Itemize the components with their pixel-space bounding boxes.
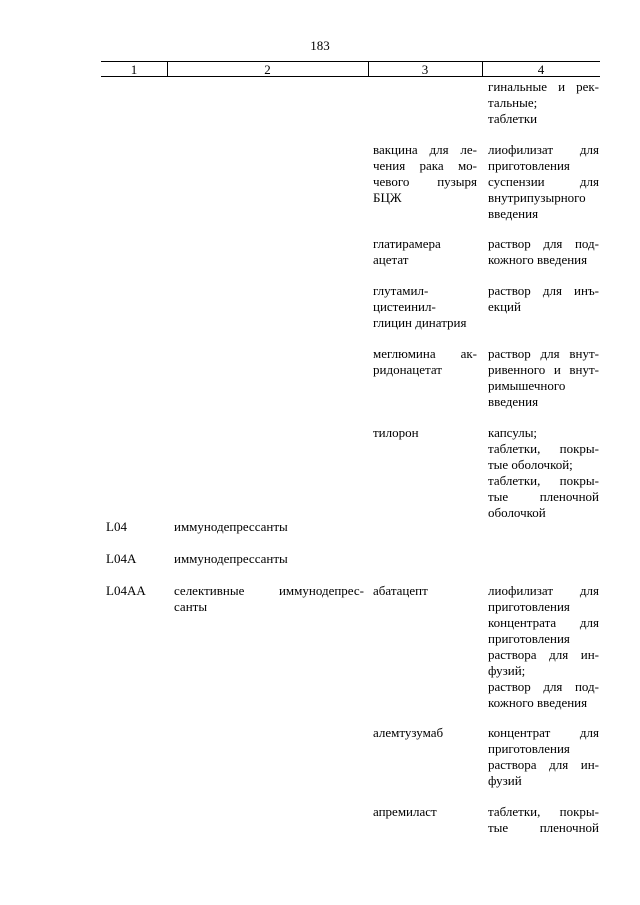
column-header-4: 4	[537, 62, 545, 77]
dosage-form-cell	[488, 804, 599, 836]
dosage-form-cell	[488, 425, 599, 521]
text-line: раствор для под-	[488, 236, 599, 251]
text-line: абатацепт	[373, 583, 428, 598]
drug-name-cell	[373, 283, 477, 331]
drug-name-cell	[373, 425, 477, 441]
drug-name-cell	[373, 142, 477, 206]
text-line: капсулы;	[488, 425, 538, 440]
column-header-3: 3	[421, 62, 429, 77]
dosage-form-cell	[488, 236, 599, 268]
text-line: ацетат	[373, 252, 409, 267]
drug-name-cell	[373, 725, 477, 741]
group-name-cell	[174, 583, 364, 615]
dosage-form-cell	[488, 346, 599, 410]
text-line: таблетки	[488, 111, 538, 126]
text-line: приготовления	[488, 158, 570, 173]
text-line: БЦЖ	[373, 190, 402, 205]
text-line: кожного введения	[488, 695, 588, 710]
text-line: кожного введения	[488, 252, 588, 267]
text-line: тые пленочной	[488, 820, 599, 835]
text-line: лиофилизат для	[488, 142, 599, 157]
text-line: тые оболочкой;	[488, 457, 573, 472]
text-line: цистеинил-	[373, 299, 436, 314]
text-line: екций	[488, 299, 521, 314]
page-number: 183	[310, 38, 330, 53]
text-line: раствор для инъ-	[488, 283, 599, 298]
text-line: лиофилизат для	[488, 583, 599, 598]
text-line: таблетки, покры-	[488, 473, 599, 488]
atc-code-cell: L04AA	[106, 583, 146, 598]
dosage-form-cell	[488, 583, 599, 711]
text-line: приготовления	[488, 599, 570, 614]
text-line: санты	[174, 599, 208, 614]
text-line: введения	[488, 394, 539, 409]
text-line: приготовления	[488, 631, 570, 646]
text-line: раствор для внут-	[488, 346, 599, 361]
text-line: глутамил-	[373, 283, 429, 298]
text-line: приготовления	[488, 741, 570, 756]
text-line: оболочкой	[488, 505, 546, 520]
text-line: концентрата для	[488, 615, 599, 630]
text-line: концентрат для	[488, 725, 599, 740]
dosage-form-cell	[488, 725, 599, 789]
text-line: внутрипузырного	[488, 190, 586, 205]
text-line: апремиласт	[373, 804, 437, 819]
text-line: гинальные и рек-	[488, 79, 599, 94]
column-header-2: 2	[264, 62, 271, 77]
text-line: фузий;	[488, 663, 526, 678]
group-name-cell: иммунодепрессанты	[174, 519, 288, 534]
text-line: раствора для ин-	[488, 647, 599, 662]
text-line: вакцина для ле-	[373, 142, 477, 157]
text-line: суспензии для	[488, 174, 599, 189]
text-line: тальные;	[488, 95, 538, 110]
dosage-form-cell	[488, 142, 599, 222]
text-line: алемтузумаб	[373, 725, 444, 740]
text-line: раствор для под-	[488, 679, 599, 694]
text-line: ридонацетат	[373, 362, 442, 377]
text-line: таблетки, покры-	[488, 441, 599, 456]
text-line: таблетки, покры-	[488, 804, 599, 819]
atc-code-cell: L04A	[106, 551, 137, 566]
dosage-form-cell	[488, 283, 599, 315]
drug-name-cell	[373, 346, 477, 378]
group-name-cell: иммунодепрессанты	[174, 551, 288, 566]
text-line: глицин динатрия	[373, 315, 467, 330]
drug-name-cell	[373, 804, 477, 820]
column-header-1: 1	[130, 62, 138, 77]
text-line: чевого пузыря	[373, 174, 477, 189]
text-line: тилорон	[373, 425, 419, 440]
text-line: селективные иммунодепрес-	[174, 583, 364, 598]
text-line: римышечного	[488, 378, 566, 393]
drug-name-cell	[373, 236, 477, 268]
text-line: чения рака мо-	[373, 158, 477, 173]
text-line: тые пленочной	[488, 489, 599, 504]
text-line: раствора для ин-	[488, 757, 599, 772]
text-line: меглюмина ак-	[373, 346, 477, 361]
drug-name-cell	[373, 583, 477, 599]
text-line: ривенного и внут-	[488, 362, 599, 377]
text-line: введения	[488, 206, 539, 221]
text-line: фузий	[488, 773, 522, 788]
text-line: глатирамера	[373, 236, 441, 251]
atc-code-cell: L04	[106, 519, 127, 534]
dosage-form-cell	[488, 79, 599, 127]
